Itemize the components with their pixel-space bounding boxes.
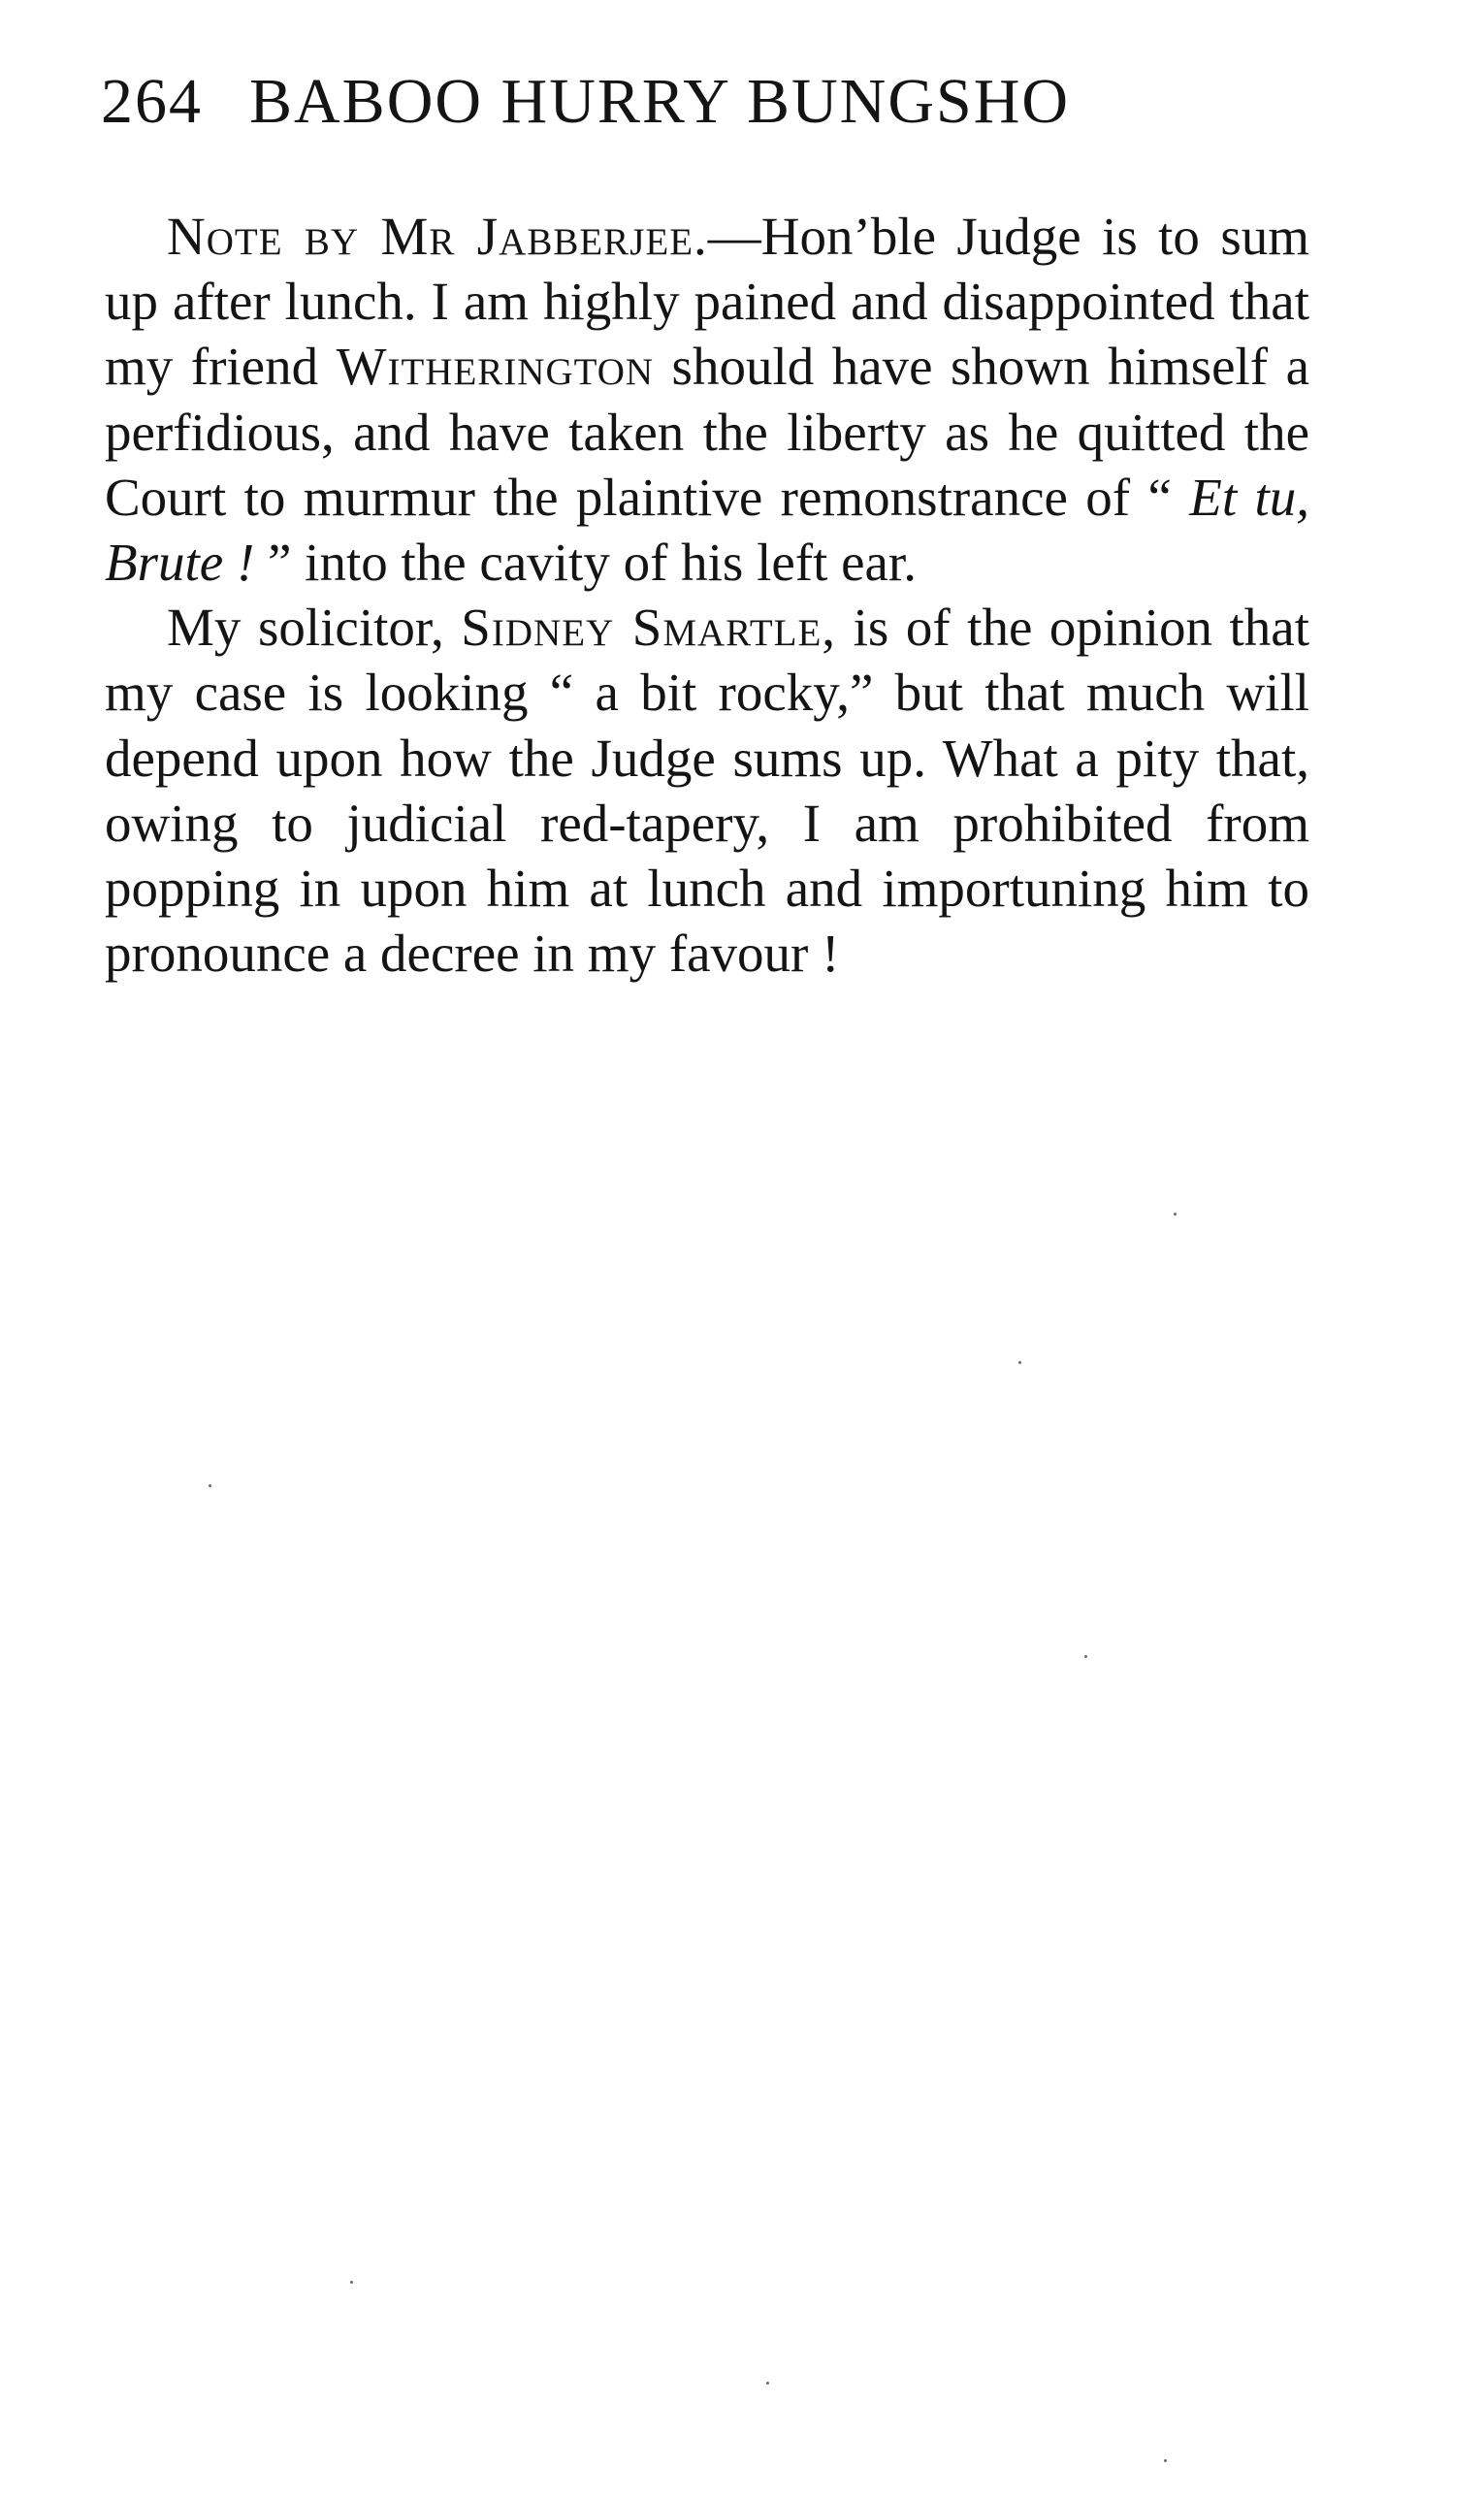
paragraph-solicitor <box>105 595 1309 986</box>
running-title: BABOO HURRY BUNGSHO <box>249 66 1071 137</box>
note-text-3: ” into the cavity of his left ear. <box>254 533 917 593</box>
name-witherington: Witherington <box>336 337 655 397</box>
note-lead: Note by Mr Jabberjee. <box>167 207 708 266</box>
paper-speck <box>1018 1361 1021 1364</box>
em-dash: — <box>707 207 761 266</box>
body-text <box>105 204 1309 986</box>
page-number: 264 <box>101 66 203 137</box>
paper-speck <box>350 2281 353 2284</box>
paper-speck <box>1174 1213 1177 1216</box>
latin-quote: Et tu, Brute ! <box>105 467 1309 593</box>
name-sidney-smartle: Sidney Smartle, <box>461 598 837 658</box>
note-text-2: should have shown himself a perfidious, and have taken the liberty as he quitted the Court to murmur the plaintive remonstrance of “ <box>105 337 1310 527</box>
running-head <box>101 58 1070 146</box>
note-text-1: Hon’ble Judge is to sum up after lunch. I am highly pained and disappointed that my friend <box>105 207 1310 397</box>
paper-speck <box>766 2382 769 2385</box>
paper-speck <box>1164 2459 1167 2462</box>
paragraph-note <box>105 204 1309 595</box>
paper-speck <box>1084 1655 1087 1658</box>
solicitor-text-2: is of the opinion that my case is looking “ a bit rocky,” but that much will depend upon how the Judge sums up. What a pity that, owing to judicial red-tapery, I am prohibited from popping in upon him at lunch and importuning him to pronounce a decree in my favour ! <box>105 598 1309 984</box>
paper-speck <box>209 1484 211 1487</box>
solicitor-text-1: My solicitor, <box>167 598 462 658</box>
